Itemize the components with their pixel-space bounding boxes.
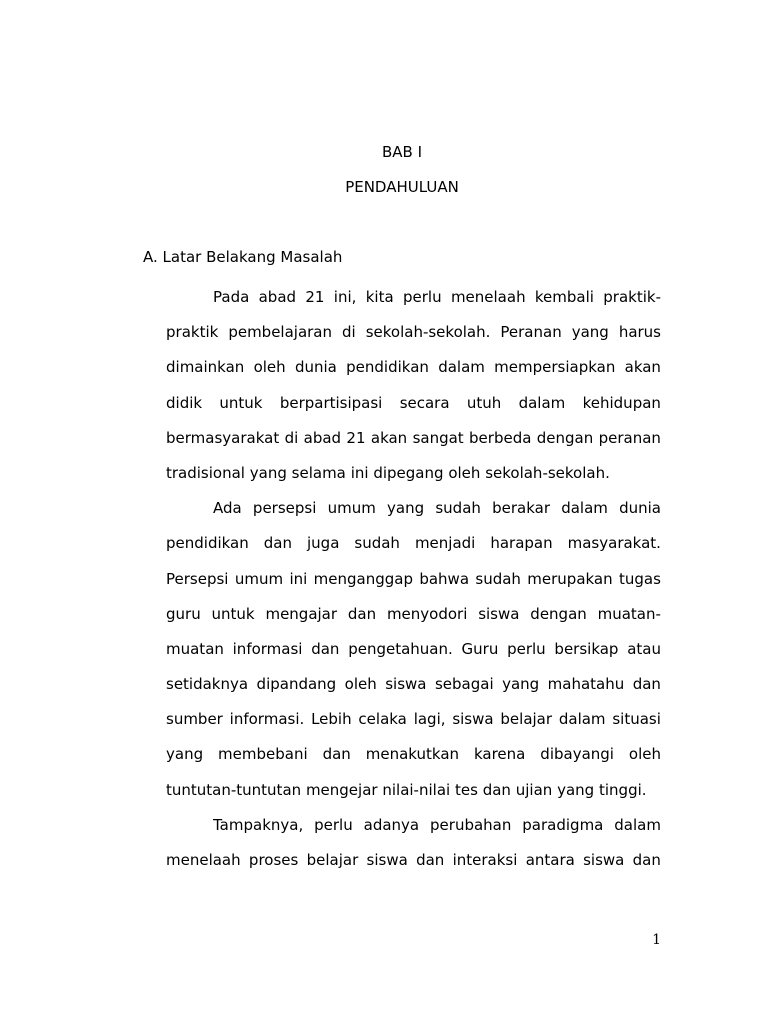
section-title: A. Latar Belakang Masalah [143, 248, 343, 266]
paragraph-line: Persepsi umum ini menganggap bahwa sudah merupakan tugas [166, 569, 661, 588]
paragraph-line: didik untuk berpartisipasi secara utuh dalam kehidupan [166, 393, 661, 412]
paragraph-line: Ada persepsi umum yang sudah berakar dalam dunia [213, 499, 661, 518]
paragraph-line: yang membebani dan menakutkan karena dibayangi oleh [166, 745, 661, 764]
body-text [166, 280, 661, 878]
paragraph-line: setidaknya dipandang oleh siswa sebagai yang mahatahu dan [166, 675, 661, 694]
paragraph-line: Pada abad 21 ini, kita perlu menelaah kembali praktik- [213, 288, 661, 306]
chapter-heading: BAB I [381, 143, 423, 161]
paragraph-line: sumber informasi. Lebih celaka lagi, siswa belajar dalam situasi [166, 710, 661, 729]
paragraph-line: muatan informasi dan pengetahuan. Guru perlu bersikap atau [166, 639, 661, 658]
chapter-title: PENDAHULUAN [345, 178, 459, 196]
paragraph-line: bermasyarakat di abad 21 akan sangat berbeda dengan peranan [166, 428, 661, 447]
paragraph-line: menelaah proses belajar siswa dan interaksi antara siswa dan [166, 851, 661, 869]
paragraph-line: dimainkan oleh dunia pendidikan dalam mempersiapkan akan [166, 358, 661, 377]
paragraph-line: guru untuk mengajar dan menyodori siswa dengan muatan- [166, 604, 661, 623]
paragraph-line: praktik pembelajaran di sekolah-sekolah. Peranan yang harus [166, 323, 661, 342]
paragraph-line: pendidikan dan juga sudah menjadi harapan masyarakat. [166, 534, 661, 553]
page-number: 1 [652, 932, 661, 948]
paragraph-line: tradisional yang selama ini dipegang oleh sekolah-sekolah. [166, 463, 610, 482]
paragraph-line: tuntutan-tuntutan mengejar nilai-nilai tes dan ujian yang tinggi. [166, 780, 647, 799]
paragraph-line: Tampaknya, perlu adanya perubahan paradigma dalam [213, 815, 661, 834]
